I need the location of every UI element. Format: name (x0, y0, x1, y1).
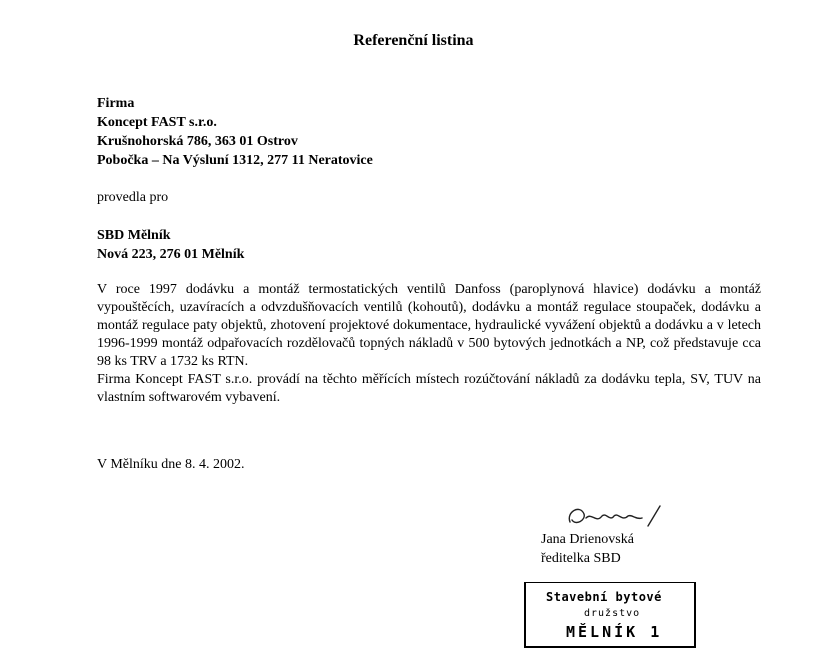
client-address: Nová 223, 276 01 Mělník (97, 247, 245, 262)
sender-label: Firma (97, 96, 135, 111)
stamp-line-3: MĚLNÍK 1 (566, 623, 663, 641)
sender-branch: Pobočka – Na Výsluní 1312, 277 11 Neratovice (97, 153, 373, 168)
sender-block (97, 94, 373, 170)
client-name: SBD Mělník (97, 228, 171, 243)
signatory-role: ředitelka SBD (541, 551, 621, 566)
body-text (97, 281, 761, 407)
handwritten-signature (562, 500, 682, 534)
signatory-block (541, 530, 634, 568)
sender-name: Koncept FAST s.r.o. (97, 115, 217, 130)
client-block (97, 226, 244, 264)
date-line: V Mělníku dne 8. 4. 2002. (97, 457, 245, 472)
performed-for-text: provedla pro (97, 190, 169, 205)
signatory-name: Jana Drienovská (541, 532, 634, 547)
stamp-line-1: Stavební bytové (546, 590, 662, 604)
official-stamp (524, 582, 696, 648)
document-title: Referenční listina (353, 32, 474, 49)
stamp-line-2: družstvo (584, 608, 641, 619)
body-paragraph: Firma Koncept FAST s.r.o. provádí na těchto měřících místech rozúčtování nákladů za dodávku tepla, SV, TUV na vlastním softwarovém vybavení. (97, 372, 761, 405)
sender-address: Krušnohorská 786, 363 01 Ostrov (97, 134, 298, 149)
body-paragraph: V roce 1997 dodávku a montáž termostatických ventilů Danfoss (paroplynová hlavice) dodávku a montáž vypouštěcích, uzavíracích a odvzdušňovacích ventilů (kohoutů), dodávku a montáž regulace stoupaček, dodávku a montáž regulace paty objektů, zhotovení projektové dokumentace, hydraulické vyvážení objektů a dodávku a v letech 1996-1999 montáž odpařovacích rozdělovačů topných nákladů v 500 bytových jednotkách a NP, což představuje cca 98 ks TRV a 1732 ks RTN. (97, 282, 761, 369)
